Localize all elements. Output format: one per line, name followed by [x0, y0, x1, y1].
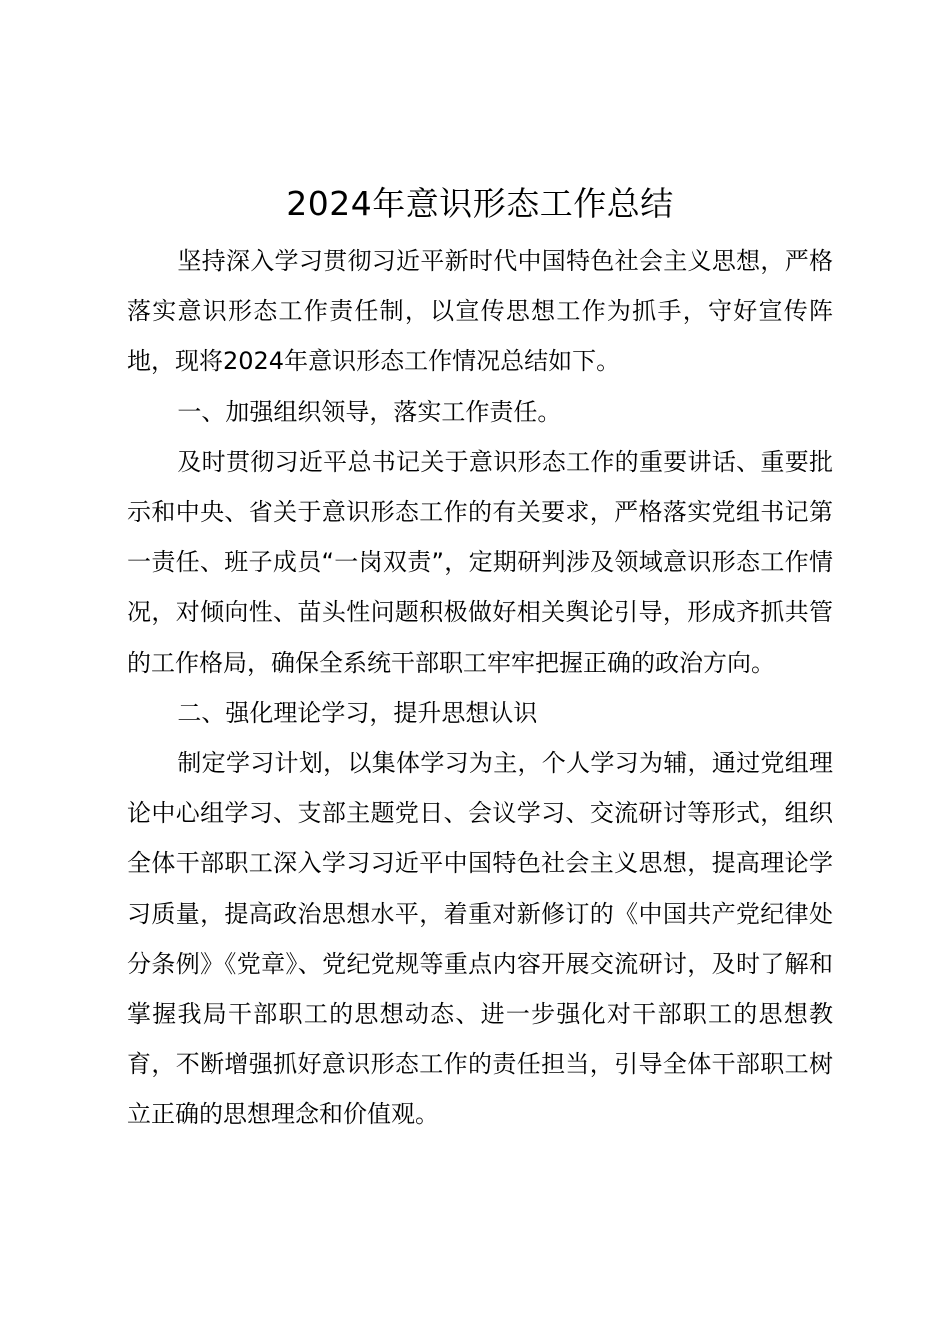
- document-title: 2024年意识形态工作总结: [286, 184, 674, 223]
- section-2-paragraph: 制定学习计划，以集体学习为主，个人学习为辅，通过党组理论中心组学习、支部主题党日、会议学习、交流研讨等形式，组织全体干部职工深入学习习近平中国特色社会主义思想，提高理论学习质量，提高政治思想水平，着重对新修订的《中国共产党纪律处分条例》《党章》、党纪党规等重点内容开展交流研讨，及时了解和掌握我局干部职工的思想动态、进一步强化对干部职工的思想教育，不断增强抓好意识形态工作的责任担当，引导全体干部职工树立正确的思想理念和价值观。: [127, 749, 833, 1129]
- intro-paragraph: 坚持深入学习贯彻习近平新时代中国特色社会主义思想，严格落实意识形态工作责任制，以宣传思想工作为抓手，守好宣传阵地，现将2024年意识形态工作情况总结如下。: [127, 247, 833, 376]
- document-page: [127, 178, 833, 1140]
- section-1-heading: 一、加强组织领导，落实工作责任。: [177, 397, 562, 426]
- section-2-heading: 二、强化理论学习，提升思想认识: [177, 698, 538, 727]
- section-1-paragraph: 及时贯彻习近平总书记关于意识形态工作的重要讲话、重要批示和中央、省关于意识形态工作的有关要求，严格落实党组书记第一责任、班子成员“一岗双责”，定期研判涉及领域意识形态工作情况，对倾向性、苗头性问题积极做好相关舆论引导，形成齐抓共管的工作格局，确保全系统干部职工牢牢把握正确的政治方向。: [127, 447, 833, 677]
